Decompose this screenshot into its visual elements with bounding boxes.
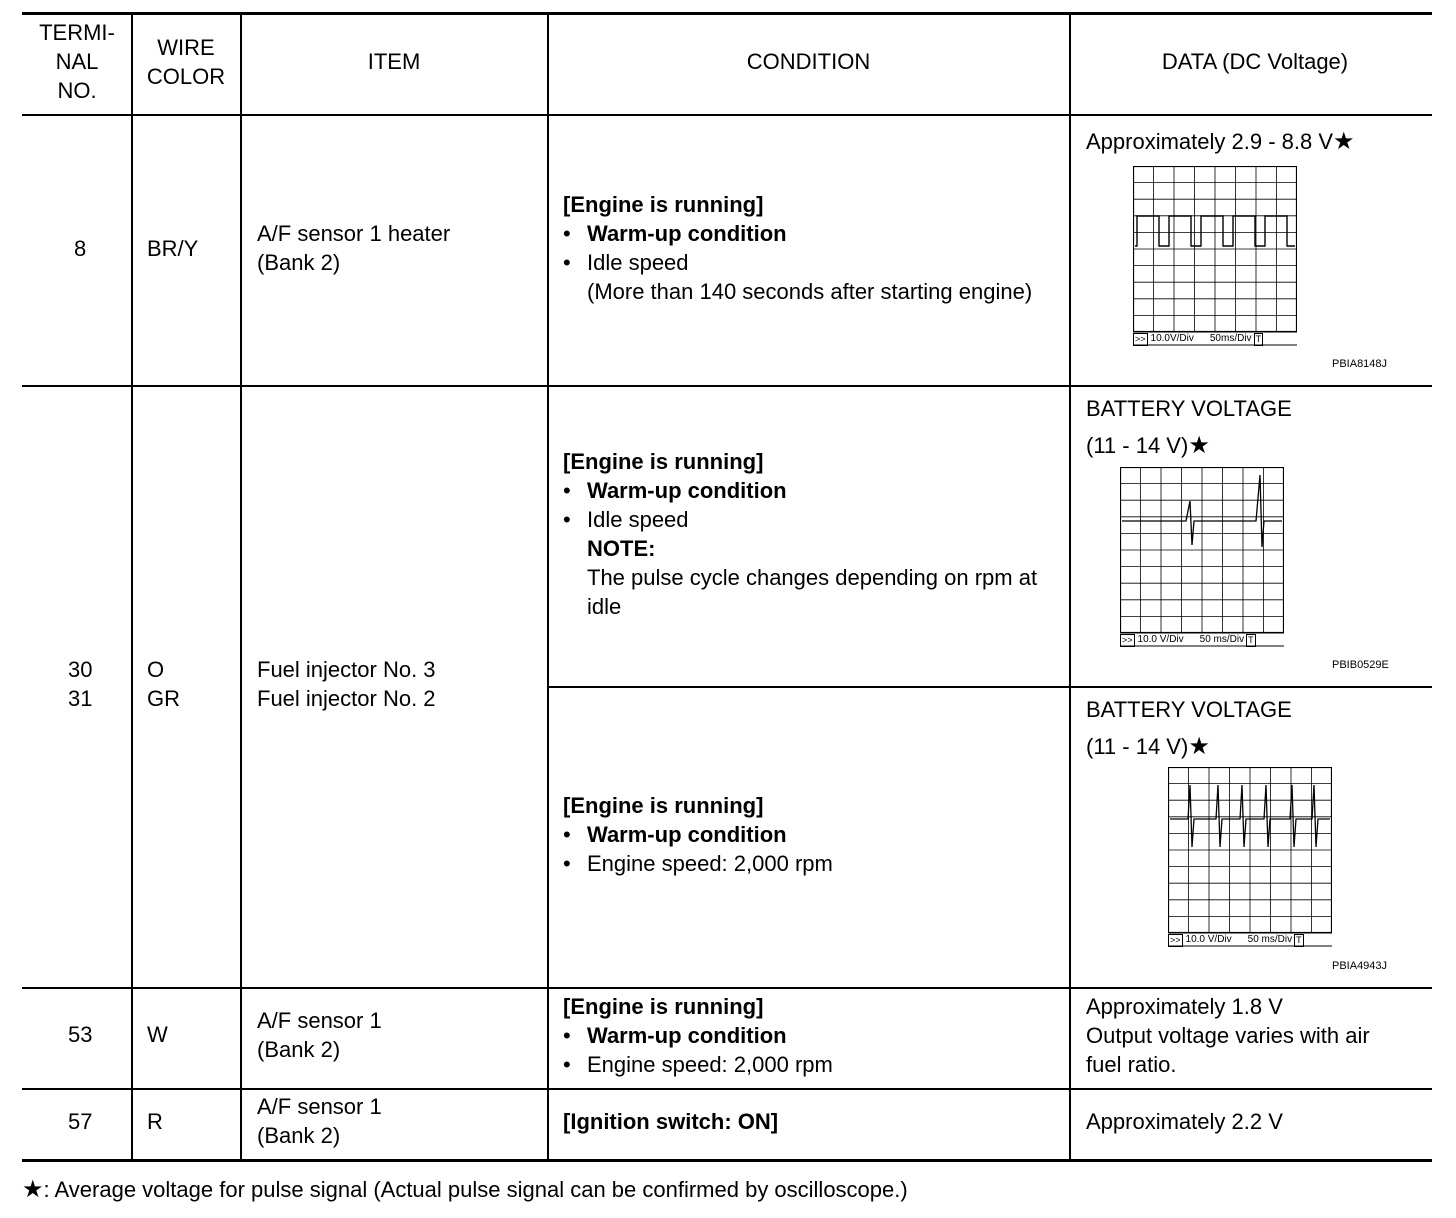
header-condition: CONDITION (746, 49, 871, 74)
row-divider (22, 385, 1432, 387)
condition-item: Idle speed (587, 507, 689, 532)
terminal-number: 30 31 (68, 657, 93, 711)
wire-color: BR/Y (147, 236, 199, 261)
data-value: Approximately 1.8 V Output voltage varies with air fuel ratio. (1086, 994, 1370, 1077)
scope-grid (1168, 767, 1332, 947)
column-divider (131, 13, 133, 1160)
oscilloscope-graph (1120, 467, 1284, 647)
bullet: • (563, 851, 571, 876)
scope-grid (1120, 467, 1284, 647)
table-bottom-rule (22, 1159, 1432, 1162)
footnote: ★: Average voltage for pulse signal (Actual pulse signal can be confirmed by oscilloscope.) (22, 1176, 908, 1203)
bullet: • (563, 1023, 571, 1048)
star-icon: ★ (1188, 733, 1210, 760)
star-icon: ★ (22, 1176, 44, 1203)
item-name: A/F sensor 1 (Bank 2) (257, 1094, 382, 1148)
oscilloscope-graph (1168, 767, 1332, 947)
row-divider (22, 1088, 1432, 1090)
bullet: • (563, 250, 571, 275)
condition-heading: [Engine is running] (563, 793, 764, 818)
row-divider (22, 987, 1432, 989)
header-terminal-no: TERMI- NAL NO. (39, 20, 115, 103)
header-wire-color: WIRE COLOR (146, 35, 226, 89)
header-data: DATA (DC Voltage) (1161, 49, 1349, 74)
wire-color: O GR (147, 657, 180, 711)
data-value: Approximately 2.2 V (1086, 1109, 1283, 1134)
condition-item: Engine speed: 2,000 rpm (587, 1052, 833, 1077)
scope-arrow-icon: >> (1135, 333, 1146, 344)
scope-arrow-icon: >> (1170, 934, 1181, 945)
scope-grid (1133, 166, 1297, 346)
condition-item: Idle speed (587, 250, 689, 275)
condition-item: Warm-up condition (587, 221, 787, 246)
column-divider (240, 13, 242, 1160)
header-bottom-rule (22, 114, 1432, 116)
scope-volts-per-div: 10.0V/Div (1150, 333, 1194, 344)
condition-item: Warm-up condition (587, 1023, 787, 1048)
bullet: • (563, 507, 571, 532)
star-icon: ★ (1333, 128, 1355, 155)
scope-t-marker: T (1255, 333, 1262, 344)
condition-item: Warm-up condition (587, 478, 787, 503)
scope-time-per-div: 50 ms/Div (1247, 934, 1293, 945)
column-divider (1069, 13, 1071, 1160)
subrow-divider (548, 686, 1432, 688)
scope-caption (1168, 933, 1332, 947)
wire-color: R (147, 1109, 163, 1134)
column-divider (547, 13, 549, 1160)
condition-item: Engine speed: 2,000 rpm (587, 851, 833, 876)
star-icon: ★ (1188, 432, 1210, 459)
condition-detail: (More than 140 seconds after starting engine) (587, 279, 1033, 304)
oscilloscope-graph (1133, 166, 1297, 346)
scope-time-per-div: 50ms/Div (1209, 333, 1252, 344)
scope-volts-per-div: 10.0 V/Div (1137, 634, 1184, 645)
scope-caption (1133, 332, 1297, 346)
note-text: The pulse cycle changes depending on rpm at idle (587, 565, 1038, 619)
item-name: A/F sensor 1 (Bank 2) (257, 1008, 382, 1062)
figure-id: PBIB0529E (1332, 659, 1389, 671)
data-value: Approximately 2.9 - 8.8 V★ (1086, 128, 1355, 155)
condition-heading: [Engine is running] (563, 192, 764, 217)
data-value: BATTERY VOLTAGE (11 - 14 V)★ (1086, 396, 1292, 459)
terminal-number: 8 (74, 236, 87, 261)
scope-t-marker: T (1248, 634, 1254, 645)
condition-heading: [Engine is running] (563, 449, 764, 474)
scope-arrow-icon: >> (1122, 634, 1133, 645)
scope-caption (1120, 633, 1284, 647)
bullet: • (563, 478, 571, 503)
condition-heading: [Engine is running] (563, 994, 764, 1019)
item-name: A/F sensor 1 heater (Bank 2) (257, 221, 451, 275)
scope-volts-per-div: 10.0 V/Div (1185, 934, 1232, 945)
header-item: ITEM (367, 49, 421, 74)
condition-item: Warm-up condition (587, 822, 787, 847)
bullet: • (563, 822, 571, 847)
condition-heading: [Ignition switch: ON] (563, 1109, 779, 1134)
item-name: Fuel injector No. 3 Fuel injector No. 2 (257, 657, 436, 711)
scope-time-per-div: 50 ms/Div (1199, 634, 1245, 645)
note-label: NOTE: (587, 536, 656, 561)
terminal-number: 53 (68, 1022, 93, 1047)
terminal-number: 57 (68, 1109, 93, 1134)
figure-id: PBIA8148J (1332, 358, 1388, 370)
figure-id: PBIA4943J (1332, 960, 1388, 972)
table-top-rule (22, 12, 1432, 15)
data-value: BATTERY VOLTAGE (11 - 14 V)★ (1086, 697, 1292, 760)
scope-t-marker: T (1296, 934, 1302, 945)
wire-color: W (147, 1022, 168, 1047)
bullet: • (563, 1052, 571, 1077)
bullet: • (563, 221, 571, 246)
